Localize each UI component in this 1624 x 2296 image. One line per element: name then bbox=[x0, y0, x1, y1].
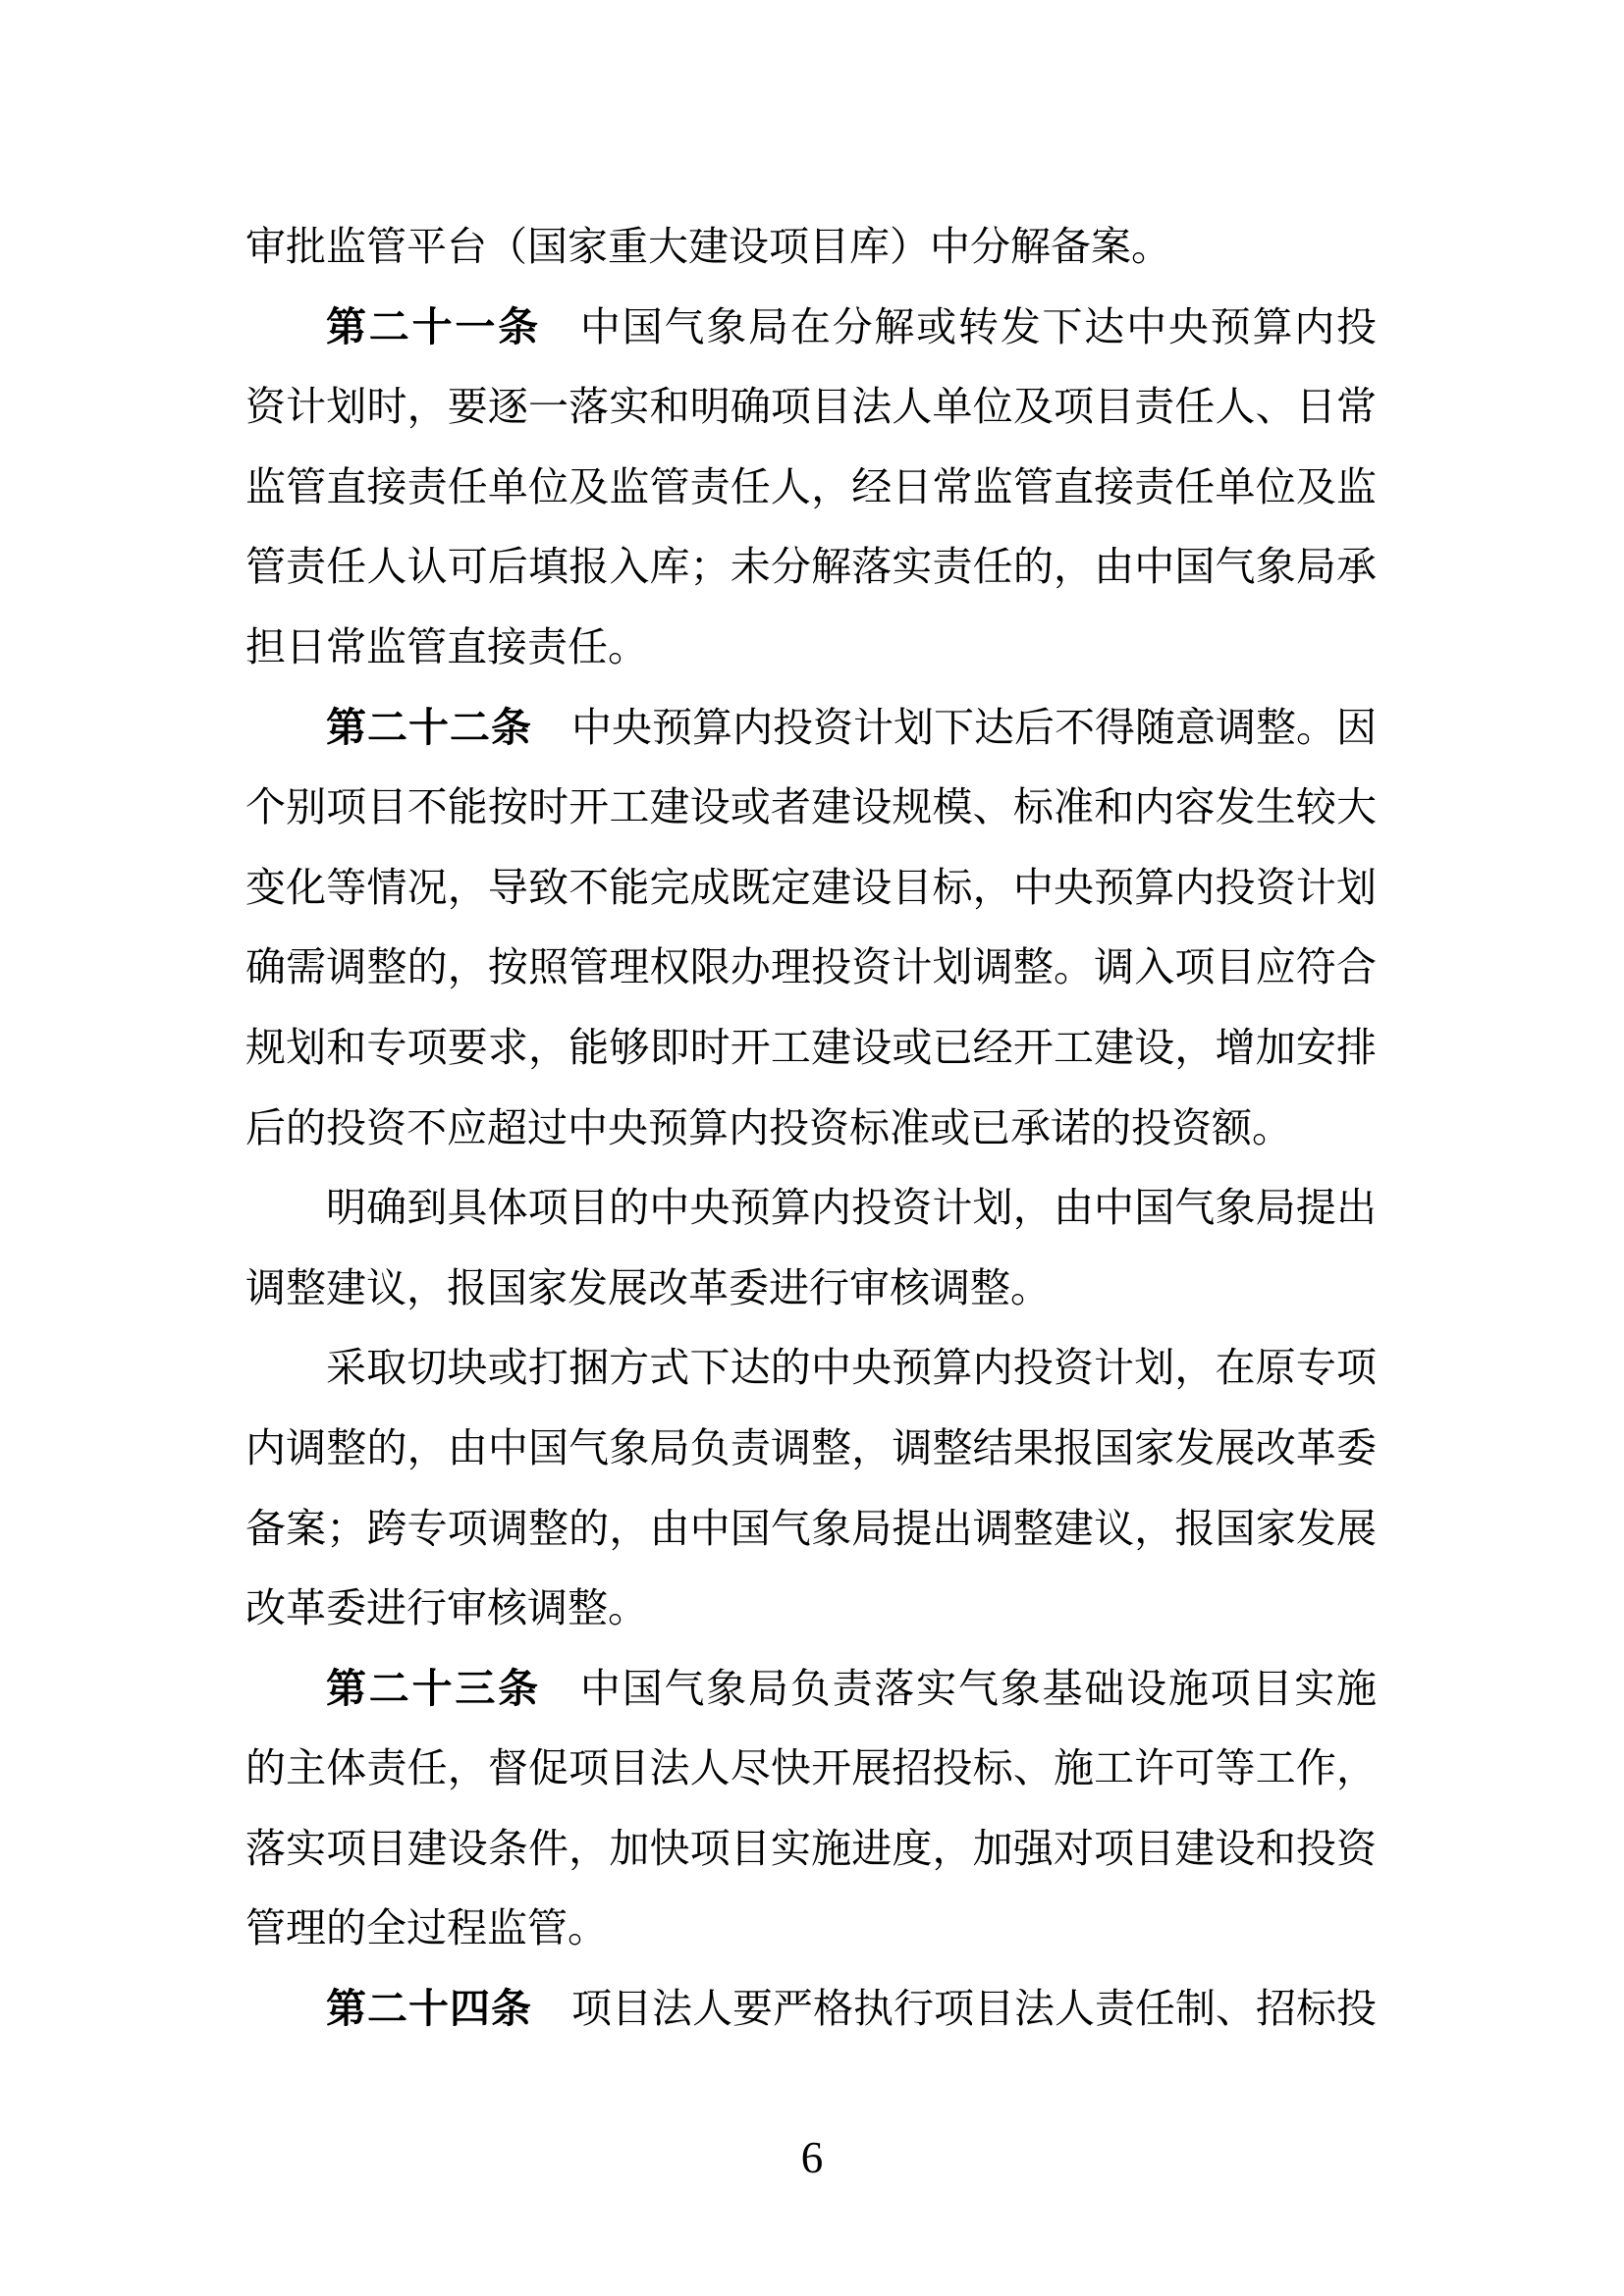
text-line bbox=[245, 527, 1377, 608]
line-text: 备案；跨专项调整的，由中国气象局提出调整建议，报国家发展 bbox=[245, 1505, 1377, 1551]
line-text: 采取切块或打捆方式下达的中央预算内投资计划，在原专项 bbox=[326, 1345, 1377, 1391]
document-body bbox=[245, 207, 1377, 2050]
text-line bbox=[245, 1889, 1377, 1969]
line-text: 改革委进行审核调整。 bbox=[245, 1585, 648, 1631]
article-number: 第二十一条 bbox=[326, 303, 541, 349]
article-number: 第二十三条 bbox=[326, 1665, 541, 1711]
line-text: 个别项目不能按时开工建设或者建设规模、标准和内容发生较大 bbox=[245, 784, 1377, 830]
text-line bbox=[245, 1569, 1377, 1649]
line-text: 中国气象局在分解或转发下达中央预算内投 bbox=[579, 303, 1378, 349]
text-line bbox=[245, 288, 1377, 368]
text-line bbox=[245, 1809, 1377, 1890]
line-text: 管理的全过程监管。 bbox=[245, 1905, 608, 1951]
text-line bbox=[245, 1969, 1377, 2050]
line-text: 落实项目建设条件，加快项目实施进度，加强对项目建设和投资 bbox=[245, 1825, 1377, 1871]
text-line bbox=[245, 928, 1377, 1008]
text-line bbox=[245, 367, 1377, 448]
article-number: 第二十二条 bbox=[326, 704, 532, 750]
line-text: 内调整的，由中国气象局负责调整，调整结果报国家发展改革委 bbox=[245, 1424, 1377, 1470]
text-line bbox=[245, 1168, 1377, 1249]
text-line bbox=[245, 848, 1377, 929]
line-text: 担日常监管直接责任。 bbox=[245, 623, 648, 669]
line-text: 资计划时，要逐一落实和明确项目法人单位及项目责任人、日常 bbox=[245, 384, 1377, 430]
line-text: 明确到具体项目的中央预算内投资计划，由中国气象局提出 bbox=[326, 1185, 1377, 1231]
line-text: 监管直接责任单位及监管责任人，经日常监管直接责任单位及监 bbox=[245, 463, 1377, 509]
text-line bbox=[245, 1729, 1377, 1809]
line-text: 的主体责任，督促项目法人尽快开展招投标、施工许可等工作， bbox=[245, 1745, 1377, 1791]
text-line bbox=[245, 1008, 1377, 1089]
page-number: 6 bbox=[800, 2133, 824, 2182]
line-text: 调整建议，报国家发展改革委进行审核调整。 bbox=[245, 1264, 1051, 1310]
line-text: 管责任人认可后填报入库；未分解落实责任的，由中国气象局承 bbox=[245, 544, 1377, 590]
text-line bbox=[245, 768, 1377, 848]
text-line bbox=[245, 1328, 1377, 1409]
text-line bbox=[245, 1489, 1377, 1570]
line-text: 变化等情况，导致不能完成既定建设目标，中央预算内投资计划 bbox=[245, 864, 1377, 910]
text-line bbox=[245, 448, 1377, 528]
text-line bbox=[245, 688, 1377, 769]
line-text: 中央预算内投资计划下达后不得随意调整。因 bbox=[571, 704, 1377, 750]
text-line bbox=[245, 1649, 1377, 1730]
text-line bbox=[245, 207, 1377, 288]
text-line bbox=[245, 1409, 1377, 1489]
line-text: 项目法人要严格执行项目法人责任制、招标投 bbox=[571, 1986, 1377, 2032]
line-text: 审批监管平台（国家重大建设项目库）中分解备案。 bbox=[245, 224, 1171, 269]
line-text: 确需调整的，按照管理权限办理投资计划调整。调入项目应符合 bbox=[245, 944, 1377, 990]
article-number: 第二十四条 bbox=[326, 1986, 532, 2032]
line-text: 后的投资不应超过中央预算内投资标准或已承诺的投资额。 bbox=[245, 1104, 1292, 1150]
text-line bbox=[245, 608, 1377, 688]
line-text: 规划和专项要求，能够即时开工建设或已经开工建设，增加安排 bbox=[245, 1024, 1377, 1070]
line-text: 中国气象局负责落实气象基础设施项目实施 bbox=[579, 1665, 1378, 1711]
text-line bbox=[245, 1249, 1377, 1329]
text-line bbox=[245, 1089, 1377, 1169]
